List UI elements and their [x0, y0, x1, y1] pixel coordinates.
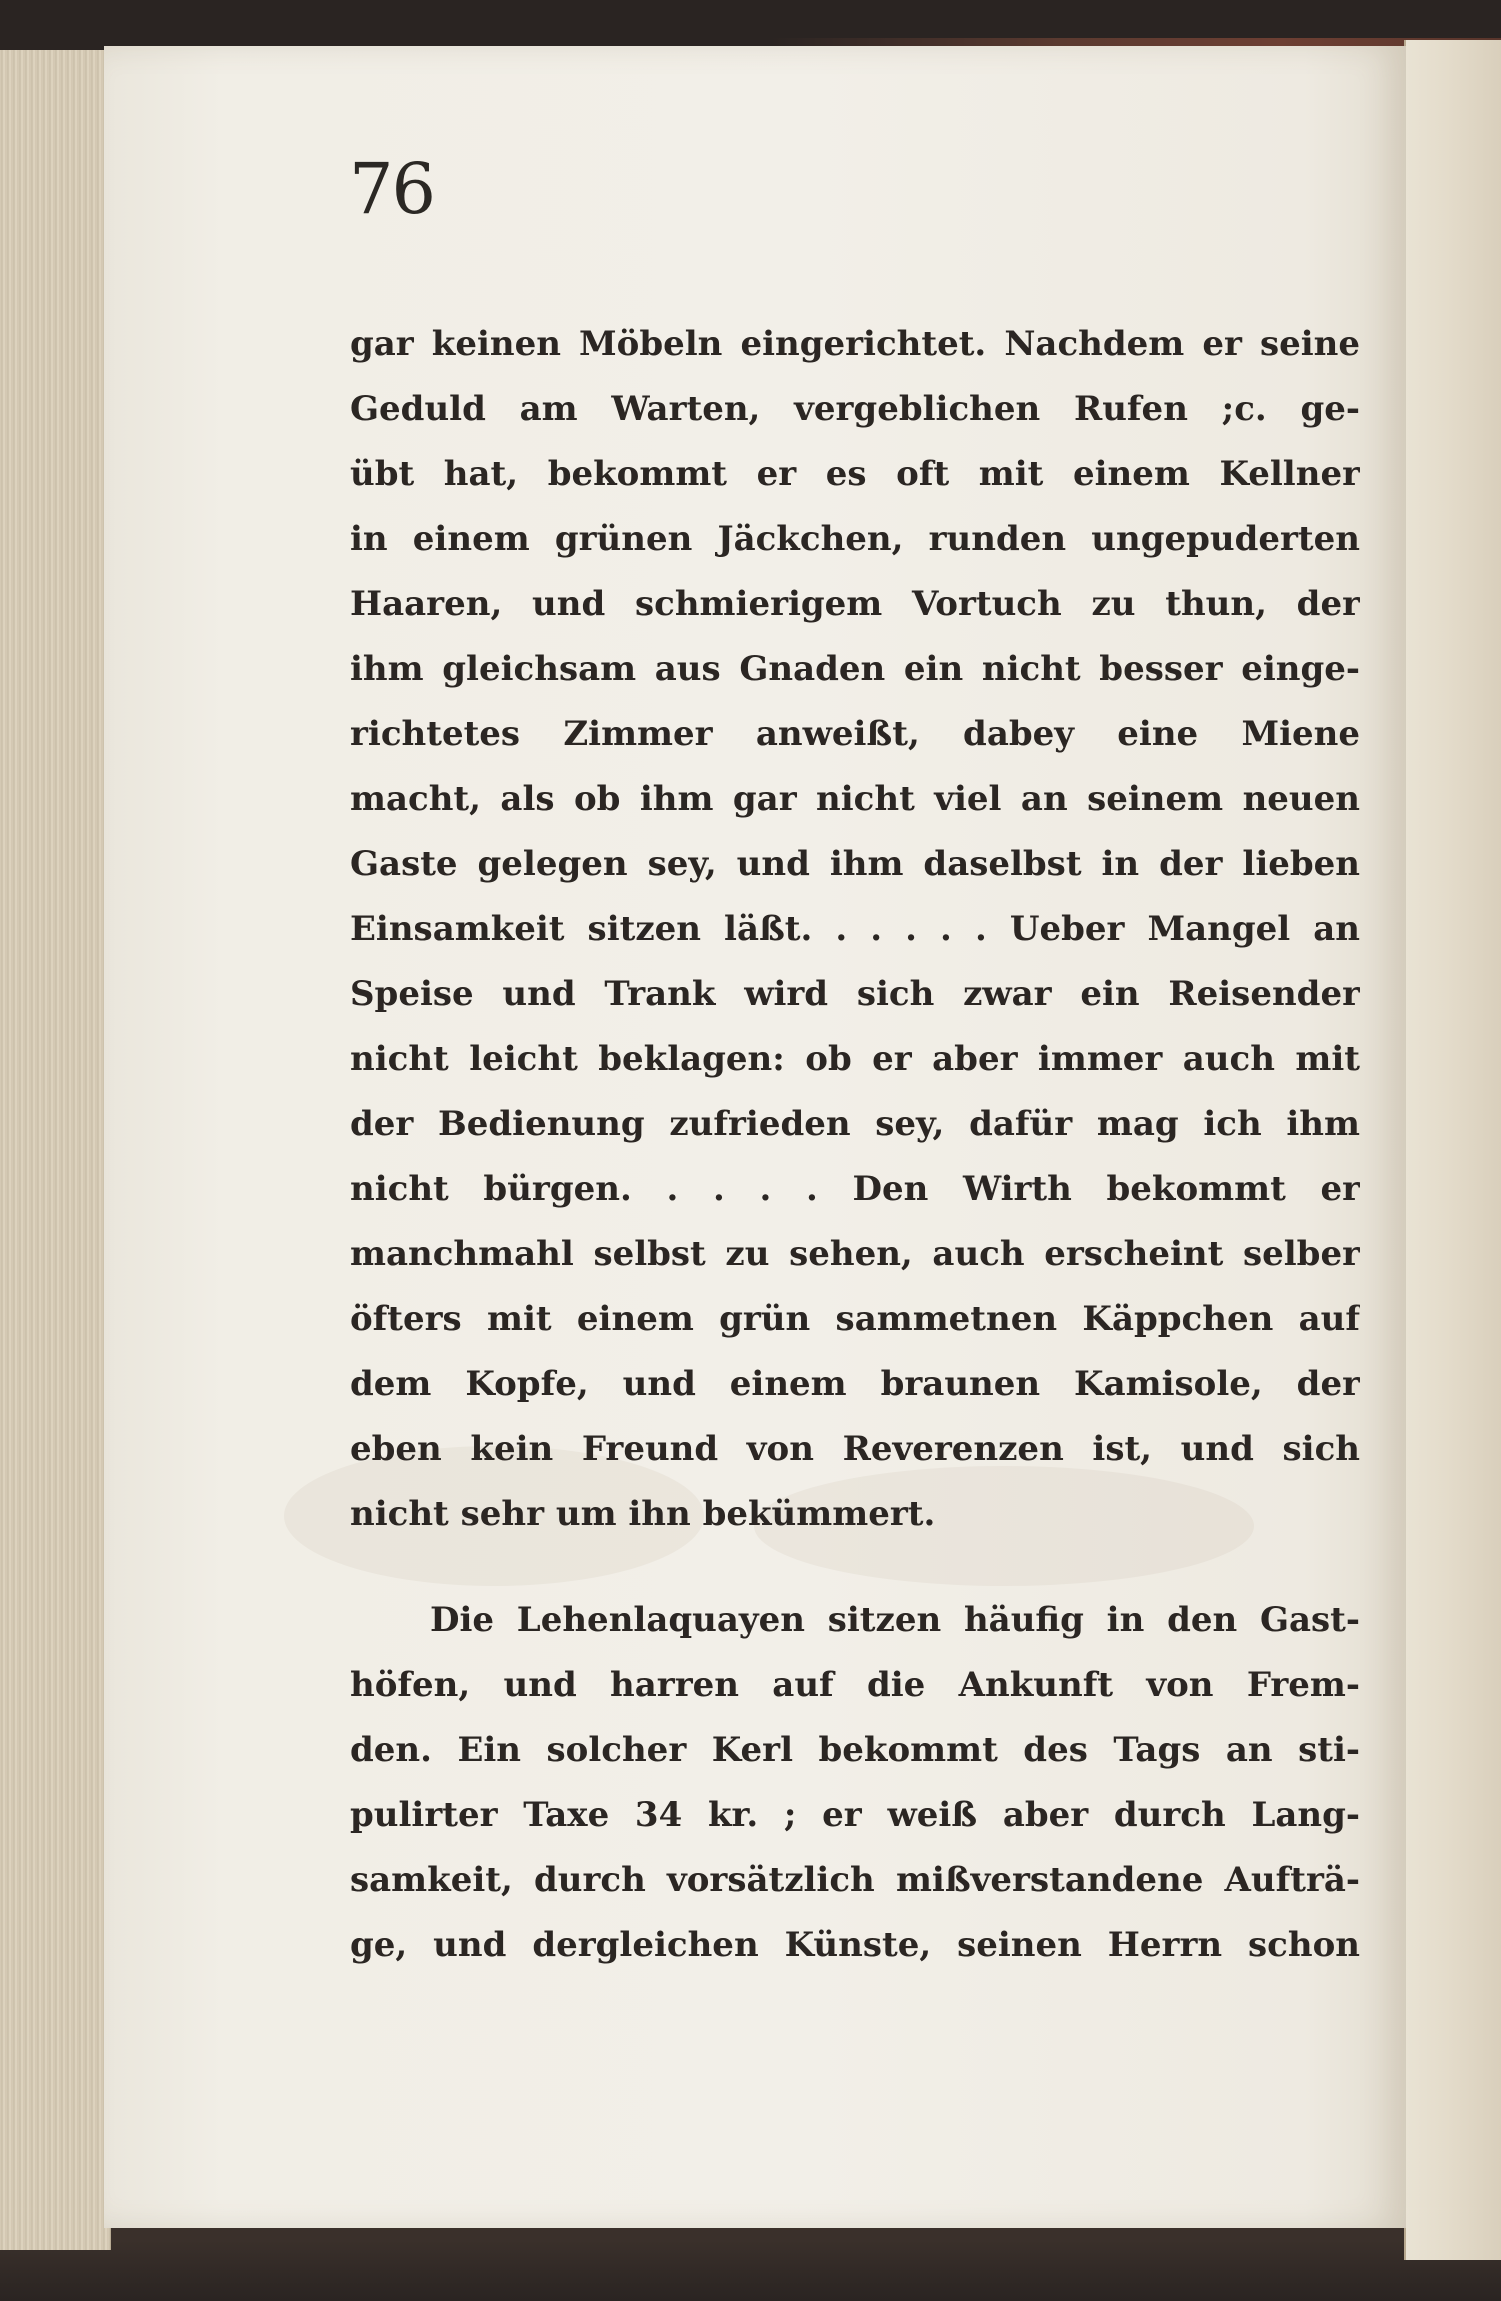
text-line: nicht bürgen. . . . . Den Wirth bekommt er [350, 1169, 1360, 1209]
text-line: Haaren, und schmierigem Vortuch zu thun, der [350, 584, 1360, 624]
text-line: nicht leicht beklagen: ob er aber immer auch mit [350, 1039, 1360, 1079]
book-page-edges [0, 50, 111, 2250]
text-line: richtetes Zimmer anweißt, dabey eine Miene [350, 714, 1360, 754]
text-line: Geduld am Warten, vergeblichen Rufen ;c. ge- [350, 389, 1360, 429]
text-line: Gaste gelegen sey, und ihm daselbst in der lieben [350, 844, 1360, 884]
text-line: dem Kopfe, und einem braunen Kamisole, der [350, 1364, 1360, 1404]
paragraph-2 [350, 1588, 1360, 1978]
text-line: in einem grünen Jäckchen, runden ungepuderten [350, 519, 1360, 559]
text-line: der Bedienung zufrieden sey, dafür mag ich ihm [350, 1104, 1360, 1144]
text-line: höfen, und harren auf die Ankunft von Frem- [350, 1665, 1360, 1705]
text-line: ge, und dergleichen Künste, seinen Herrn schon [350, 1925, 1360, 1965]
text-line: den. Ein solcher Kerl bekommt des Tags an sti- [350, 1730, 1360, 1770]
text-line: Die Lehenlaquayen sitzen häufig in den Gast- [430, 1600, 1360, 1640]
paragraph-1 [350, 312, 1360, 1547]
text-line: übt hat, bekommt er es oft mit einem Kellner [350, 454, 1360, 494]
text-line: nicht sehr um ihn bekümmert. [350, 1494, 936, 1534]
text-line: ihm gleichsam aus Gnaden ein nicht besser einge- [350, 649, 1360, 689]
text-line: manchmahl selbst zu sehen, auch erscheint selber [350, 1234, 1360, 1274]
text-line: öfters mit einem grün sammetnen Käppchen auf [350, 1299, 1360, 1339]
text-line: samkeit, durch vorsätzlich mißverstandene Aufträ- [350, 1860, 1360, 1900]
book-cover-right [1404, 40, 1501, 2260]
text-line: pulirter Taxe 34 kr. ; er weiß aber durch Lang- [350, 1795, 1360, 1835]
text-line: Einsamkeit sitzen läßt. . . . . . Ueber Mangel an [350, 909, 1360, 949]
page-number: 76 [349, 148, 435, 230]
text-line: eben kein Freund von Reverenzen ist, und sich [350, 1429, 1360, 1469]
text-line: Speise und Trank wird sich zwar ein Reisender [350, 974, 1360, 1014]
text-line: gar keinen Möbeln eingerichtet. Nachdem er seine [350, 324, 1360, 364]
text-line: macht, als ob ihm gar nicht viel an seinem neuen [350, 779, 1360, 819]
